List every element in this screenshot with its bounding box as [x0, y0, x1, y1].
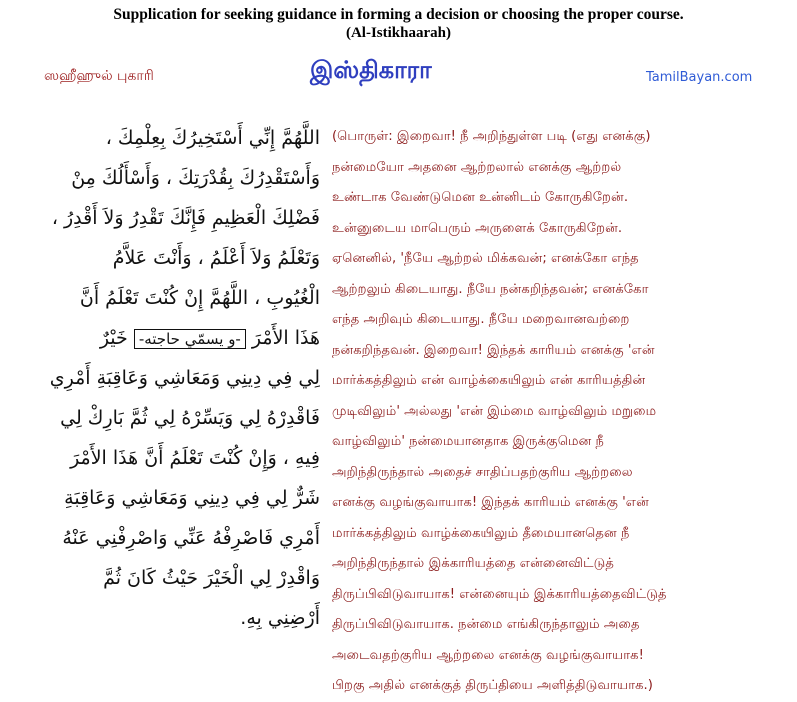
tamil-line: ஆற்றலும் கிடையாது. நீயே நன்கறிந்தவன்; எனக்கோ [332, 281, 649, 297]
site-watermark: TamilBayan.com [646, 70, 753, 85]
tamil-line: அறிந்திருந்தால் அதைச் சாதிப்பதற்குரிய ஆற்றலை [332, 464, 633, 480]
mention-need-box: -و يسمّي حاجته- [134, 329, 246, 349]
arabic-line: فِيهِ ، وَإِنْ كُنْتَ تَعْلَمُ أَنَّ هَذَا الأَمْرَ [70, 447, 320, 469]
source-label: ஸஹீஹுல் புகாரி [44, 68, 154, 84]
arabic-line: لِي فِي دِينِي وَمَعَاشِي وَعَاقِبَةِ أَمْرِي [49, 367, 320, 389]
tamil-line: அடைவதற்குரிய ஆற்றலை எனக்கு வழங்குவாயாக! [332, 647, 644, 663]
page-title: Supplication for seeking guidance in forming a decision or choosing the proper course. [113, 6, 684, 23]
tamil-line: திருப்பிவிடுவாயாக. நன்மை எங்கிருந்தாலும் அதை [332, 617, 640, 632]
tamil-line: உண்டாக வேண்டுமென உன்னிடம் கோருகிறேன். [332, 190, 629, 205]
tamil-heading: இஸ்திகாரா [310, 56, 432, 84]
arabic-line: وَتَعْلَمُ وَلاَ أَعْلَمُ ، وَأَنْتَ عَلاَّمُ [112, 247, 320, 269]
arabic-line: اللَّهُمَّ إِنِّي أَسْتَخِيرُكَ بِعِلْمِكَ ، [105, 127, 320, 149]
arabic-line: وَأَسْتَقْدِرُكَ بِقُدْرَتِكَ ، وَأَسْأَلُكَ مِنْ [71, 167, 320, 189]
tamil-line: எனக்கு வழங்குவாயாக! இந்தக் காரியம் எனக்கு 'என் [332, 495, 649, 510]
arabic-line: شَرٌّ لِي فِي دِينِي وَمَعَاشِي وَعَاقِبَةِ [64, 487, 320, 509]
arabic-dua-text [18, 118, 320, 638]
arabic-line: أَمْرِي فَاصْرِفْهُ عَنِّي وَاصْرِفْنِي عَنْهُ [62, 527, 320, 549]
arabic-line: الْغُيُوبِ ، اللَّهُمَّ إِنْ كُنْتَ تَعْلَمُ أَنَّ [79, 287, 320, 309]
arabic-line: وَاقْدِرْ لِي الْخَيْرَ حَيْثُ كَانَ ثُمَّ [103, 567, 320, 589]
tamil-line: நன்கறிந்தவன். இறைவா! இந்தக் காரியம் எனக்கு 'என் [332, 342, 655, 358]
tamil-line: எந்த அறிவும் கிடையாது. நீயே மறைவானவற்றை [332, 312, 630, 327]
arabic-line: أَرْضِنِي بِهِ. [240, 607, 320, 629]
tamil-line: திருப்பிவிடுவாயாக! என்னையும் இக்காரியத்தைவிட்டுத் [332, 586, 667, 602]
arabic-line: فَضْلِكَ الْعَظِيمِ فَإِنَّكَ تَقْدِرُ وَلاَ أَقْدِرُ ، [51, 207, 320, 229]
arabic-line-part: خَيْرٌ [99, 327, 128, 349]
tamil-line: மார்க்கத்திலும் வாழ்க்கையிலும் தீமையானதென நீ [332, 525, 630, 541]
tamil-line: அறிந்திருந்தால் இக்காரியத்தை என்னைவிட்டுத் [332, 556, 615, 571]
tamil-line: மார்க்கத்திலும் என் வாழ்க்கையிலும் என் காரியத்தின் [332, 373, 646, 388]
tamil-line: ஏனெனில், 'நீயே ஆற்றல் மிக்கவன்; எனக்கோ எந்த [332, 251, 639, 266]
tamil-line: பிறகு அதில் எனக்குத் திருப்தியை அளித்திடுவாயாக.) [332, 678, 653, 693]
tamil-line: நன்மையோ அதனை ஆற்றலால் எனக்கு ஆற்றல் [332, 159, 622, 175]
page-subtitle: (Al-Istikhaarah) [345, 25, 451, 41]
tamil-line: முடிவிலும்' அல்லது 'என் இம்மை வாழ்விலும் மறுமை [332, 403, 657, 419]
tamil-translation [332, 122, 792, 702]
tamil-line: வாழ்விலும்' நன்மையானதாக இருக்குமென நீ [332, 434, 605, 449]
arabic-line-part: هَذَا الأَمْرَ [251, 327, 320, 349]
tamil-line: (பொருள்: இறைவா! நீ அறிந்துள்ள படி (எது எனக்கு) [332, 129, 651, 144]
tamil-line: உன்னுடைய மாபெரும் அருளைக் கோருகிறேன். [332, 220, 623, 236]
arabic-line: فَاقْدِرْهُ لِي وَيَسِّرْهُ لِي ثُمَّ بَارِكْ لِي [60, 407, 320, 429]
arabic-line-with-box [18, 318, 320, 358]
